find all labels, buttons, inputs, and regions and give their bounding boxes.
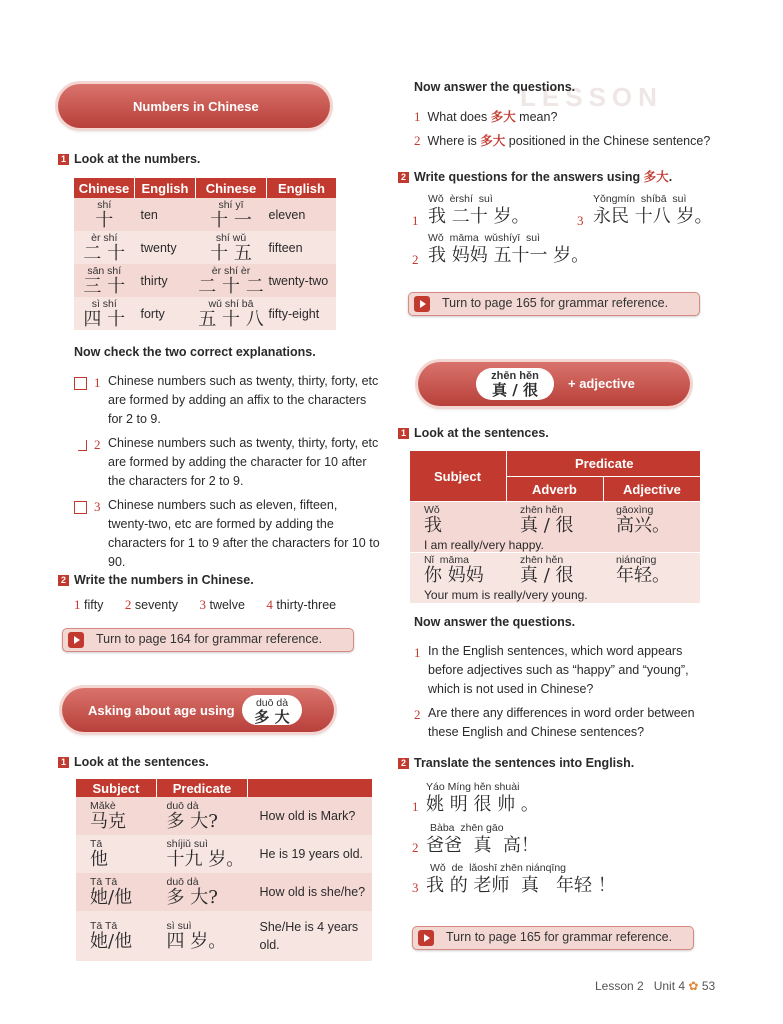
exercise-heading: 1 Look at the sentences.: [398, 426, 549, 440]
age-table: [76, 779, 372, 961]
section-header-age: [62, 688, 334, 732]
adjective-table: Subject Predicate Adverb Adjective Wǒ 我 zhēn hěn 真 / 很 gāoxìng 高兴。 I am really/very happy. Nǐ māma 你 妈妈 zhēn hěn 真 / 很 niánqīng 年轻。 Your mum is really/very young.: [410, 451, 700, 603]
question-text: In the English sentences, which word appears before adjectives such as “happy” and “young”, which is not used in Chinese?: [428, 644, 689, 696]
translation: I am really/very happy.: [424, 538, 544, 552]
zhenhen-badge: zhēn hěn 真 / 很: [476, 368, 554, 400]
checkbox[interactable]: [78, 440, 87, 451]
col-header: English: [267, 178, 337, 198]
exercise-number: 1: [58, 757, 69, 768]
exercise-number: 1: [58, 154, 69, 165]
explanation-text: Chinese numbers such as eleven, fifteen, twenty-two, etc are formed by adding the characters for 1 to 9 after the characters for 10 to 90.: [108, 498, 380, 569]
table-row: Tā 他 shíjiǔ suì 十九 岁。 He is 19 years old.: [76, 835, 372, 873]
watermark-text: LESSON: [520, 82, 663, 112]
table-row: sān shí 三 十 thirty èr shí èr 二 十 二 twenty-two: [74, 264, 336, 297]
section-title: + adjective: [568, 376, 635, 391]
item-number: 1: [94, 375, 101, 390]
item-number: 2: [94, 437, 101, 452]
arrow-icon: [68, 632, 84, 648]
table-row: Tā Tā 她/他 duō dà 多 大? How old is she/he?: [76, 873, 372, 911]
table-row: Tā Tā 她/他 sì suì 四 岁。 She/He is 4 years old.: [76, 911, 372, 961]
grammar-reference-link[interactable]: Turn to page 164 for grammar reference.: [62, 628, 354, 652]
col-header: English: [135, 178, 196, 198]
explanation-text: Chinese numbers such as twenty, thirty, forty, etc are formed by adding the character for 10 after the characters for 2 to 9.: [108, 436, 379, 488]
translation: Your mum is really/very young.: [424, 588, 588, 602]
question-text: Are there any differences in word order between these English and Chinese sentences?: [428, 706, 695, 739]
col-header: [248, 779, 373, 797]
table-row: shí 十 ten shí yī 十 一 eleven: [74, 198, 336, 231]
table-row: èr shí 二 十 twenty shí wǔ 十 五 fifteen: [74, 231, 336, 264]
grammar-reference-link[interactable]: Turn to page 165 for grammar reference.: [412, 926, 694, 950]
page-number: 53: [701, 979, 716, 993]
section-title: Numbers in Chinese: [133, 99, 259, 114]
flower-icon: ✿: [688, 979, 699, 993]
exercise-heading: 2 Write questions for the answers using 多大.: [398, 167, 672, 185]
unit-label: Unit 4: [653, 979, 686, 993]
exercise-heading: 2 Translate the sentences into English.: [398, 756, 634, 770]
col-header: Chinese: [78, 180, 130, 196]
page-footer: [595, 979, 715, 993]
col-header: Subject: [434, 469, 481, 484]
explanation-text: Chinese numbers such as twenty, thirty, forty, etc are formed by adding an affix to the characters for 2 to 9.: [108, 374, 379, 426]
col-header: Chinese: [196, 178, 267, 198]
col-header: Subject: [92, 780, 140, 796]
check-heading: Now check the two correct explanations.: [74, 345, 316, 359]
col-header: Adverb: [532, 482, 577, 497]
section-header-adjective: [418, 362, 690, 406]
col-header: Predicate: [157, 779, 248, 797]
checkbox[interactable]: [74, 501, 87, 514]
checkbox[interactable]: [74, 377, 87, 390]
duoda-badge: duō dà 多 大: [242, 695, 302, 725]
exercise-heading: 1 Look at the numbers.: [58, 152, 200, 166]
lesson-label: Lesson 2: [595, 979, 644, 993]
exercise-heading: 1 Look at the sentences.: [58, 755, 209, 769]
numbers-table: [74, 178, 336, 330]
item-number: 3: [94, 499, 101, 514]
col-header: Predicate: [575, 456, 634, 471]
questions-heading: Now answer the questions.: [414, 80, 576, 94]
questions-heading: Now answer the questions.: [414, 615, 576, 629]
question-item: 2 Where is 多大 positioned in the Chinese sentence?: [414, 133, 711, 148]
grammar-reference-link[interactable]: Turn to page 165 for grammar reference.: [408, 292, 700, 316]
arrow-icon: [418, 930, 434, 946]
question-item: 1 What does 多大 mean?: [414, 109, 558, 124]
section-header-numbers: [58, 84, 330, 128]
write-items: 1 fifty 2 seventy 3 twelve 4 thirty-three: [74, 597, 337, 612]
arrow-icon: [414, 296, 430, 312]
exercise-number: 2: [58, 575, 69, 586]
section-title: Asking about age using: [88, 703, 235, 718]
table-row: Mǎkè 马克 duō dà 多 大? How old is Mark?: [76, 797, 372, 835]
table-row: sì shí 四 十 forty wǔ shí bā 五 十 八 fifty-eight: [74, 297, 336, 330]
col-header: Adjective: [623, 482, 681, 497]
exercise-heading: 2 Write the numbers in Chinese.: [58, 573, 254, 587]
